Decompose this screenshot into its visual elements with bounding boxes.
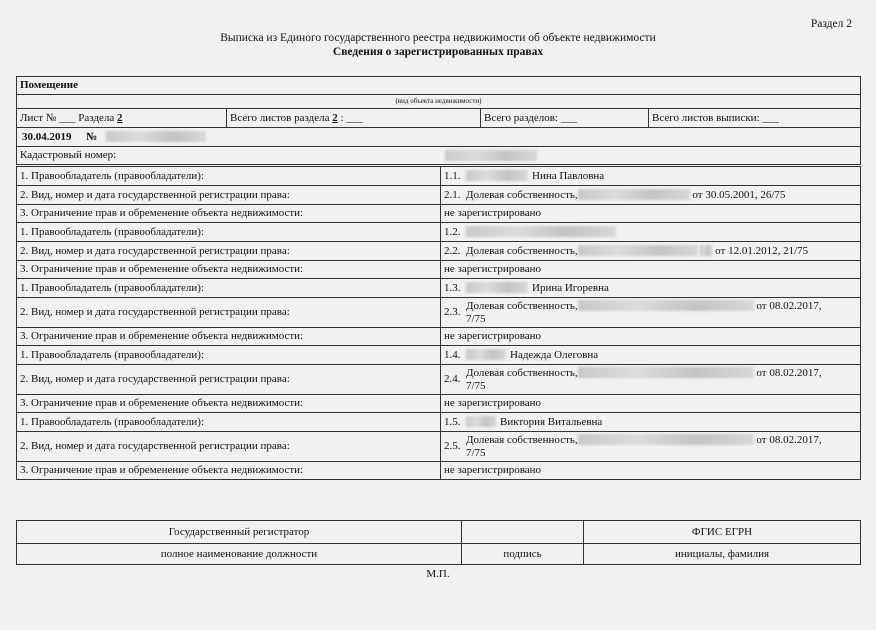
section-part-label: Раздела [78,111,115,124]
row-label: 3. Ограничение прав и обременение объекта недвижимости: [17,395,441,413]
signature-blank [462,521,584,544]
rights-row [17,279,861,298]
redacted-text [700,245,712,256]
entry-suffix: от 08.02.2017, [756,433,822,446]
entry-suffix: от 08.02.2017, [756,299,822,312]
document-title: Выписка из Единого государственного реестра недвижимости об объекте недвижимости [220,32,656,44]
entry-suffix: от 08.02.2017, [756,366,822,379]
redacted-cadastral-number [445,150,537,161]
row-label: 1. Правообладатель (правообладатели): [17,279,441,298]
entry-line2: 7/75 [466,312,486,325]
total-sections-cell: Всего разделов: ___ [481,109,649,128]
entry-text: Виктория Витальевна [500,415,603,428]
total-section-sheets-cell: Всего листов раздела 2 : ___ [227,109,481,128]
entry-text: Долевая собственность, [466,299,578,312]
entry-text: Долевая собственность, [466,244,578,257]
total-sheets-cell: Всего листов выписки: ___ [649,109,861,128]
object-type: Помещение [17,77,861,95]
stamp-label: М.П. [426,568,450,580]
entry-text: Долевая собственность, [466,433,578,446]
entry-number: 2.2. [444,244,461,257]
row-label: 3. Ограничение прав и обременение объекта недвижимости: [17,261,441,279]
row-value [441,242,861,261]
row-value [441,186,861,205]
rights-row [17,346,861,365]
redacted-number [106,131,206,142]
entry-number: 1.5. [444,415,461,428]
total-section-sheets-label: Всего листов раздела [230,111,330,124]
redacted-name [466,282,528,293]
row-value [441,279,861,298]
header-table [16,76,861,165]
row-label: 2. Вид, номер и дата государственной регистрации права: [17,298,441,328]
redacted-text [578,367,754,378]
rights-row [17,413,861,432]
redacted-text [578,300,754,311]
row-label: 2. Вид, номер и дата государственной регистрации права: [17,186,441,205]
entry-number: 2.4. [444,373,461,385]
rights-row [17,167,861,186]
row-label: 1. Правообладатель (правообладатели): [17,346,441,365]
section-label: Раздел 2 [810,18,852,30]
row-value [441,167,861,186]
redacted-name [466,349,506,360]
rights-row [17,365,861,395]
row-value [441,462,861,480]
row-value [441,395,861,413]
row-label: 1. Правообладатель (правообладатели): [17,413,441,432]
entry-text: Надежда Олеговна [510,348,599,361]
signature-caption: подпись [462,544,584,565]
entry-text: Ирина Игоревна [532,281,609,294]
entry-text: Нина Павловна [532,169,605,182]
system-name: ФГИС ЕГРН [584,521,861,544]
rights-row [17,395,861,413]
row-value [441,346,861,365]
redacted-text [578,434,754,445]
row-label: 3. Ограничение прав и обременение объекта недвижимости: [17,462,441,480]
row-label: 1. Правообладатель (правообладатели): [17,167,441,186]
redacted-text [466,226,616,237]
total-sections-label: Всего разделов: [484,111,558,124]
row-label: 3. Ограничение прав и обременение объекта недвижимости: [17,328,441,346]
cadastral-cell [17,147,861,165]
total-sheets-label: Всего листов выписки: [652,111,760,124]
entry-number: 1.4. [444,348,461,361]
rights-table [16,166,861,480]
date-cell [17,128,861,147]
entry-text: не зарегистрировано [444,397,542,409]
redacted-name [466,416,496,427]
rights-row [17,462,861,480]
entry-number: 1.2. [444,225,461,238]
row-value [441,413,861,432]
entry-number: 2.1. [444,188,461,201]
row-value [441,432,861,462]
section-number: 2 [117,111,123,124]
document-date: 30.04.2019 [22,130,72,143]
sheet-label: Лист № [20,111,57,124]
entry-line2: 7/75 [466,446,486,459]
redacted-text [578,189,690,200]
initials-caption: инициалы, фамилия [584,544,861,565]
rights-row [17,242,861,261]
entry-number: 1.3. [444,281,461,294]
entry-text: не зарегистрировано [444,207,542,219]
rights-row [17,205,861,223]
entry-number: 1.1. [444,169,461,182]
entry-number: 2.5. [444,440,461,452]
entry-text: Долевая собственность, [466,366,578,379]
row-value [441,365,861,395]
object-type-caption: (вид объекта недвижимости) [17,95,861,109]
redacted-text [578,245,698,256]
registrar-title: Государственный регистратор [17,521,462,544]
document-subtitle: Сведения о зарегистрированных правах [332,46,544,58]
row-label: 2. Вид, номер и дата государственной регистрации права: [17,365,441,395]
entry-text: не зарегистрировано [444,263,542,275]
entry-text: Долевая собственность, [466,188,578,201]
rights-row [17,186,861,205]
entry-line2: 7/75 [466,379,486,392]
sheet-number-cell: Лист № ___ Раздела 2 [17,109,227,128]
row-value [441,223,861,242]
entry-suffix: от 30.05.2001, 26/75 [692,188,786,201]
entry-text: не зарегистрировано [444,330,542,342]
row-value [441,205,861,223]
rights-row [17,328,861,346]
redacted-name [466,170,528,181]
position-caption: полное наименование должности [17,544,462,565]
row-label: 1. Правообладатель (правообладатели): [17,223,441,242]
row-label: 2. Вид, номер и дата государственной регистрации права: [17,432,441,462]
entry-number: 2.3. [444,306,461,318]
cadastral-label: Кадастровый номер: [20,149,117,161]
rights-row [17,432,861,462]
rights-row [17,298,861,328]
total-section-number: 2 [332,111,338,124]
entry-suffix: от 12.01.2012, 21/75 [715,244,809,257]
row-label: 3. Ограничение прав и обременение объекта недвижимости: [17,205,441,223]
row-label: 2. Вид, номер и дата государственной регистрации права: [17,242,441,261]
row-value [441,261,861,279]
rights-row [17,223,861,242]
row-value [441,328,861,346]
entry-text: не зарегистрировано [444,464,542,476]
rights-row [17,261,861,279]
row-value [441,298,861,328]
signature-table [16,520,861,565]
number-sign: № [86,130,98,143]
